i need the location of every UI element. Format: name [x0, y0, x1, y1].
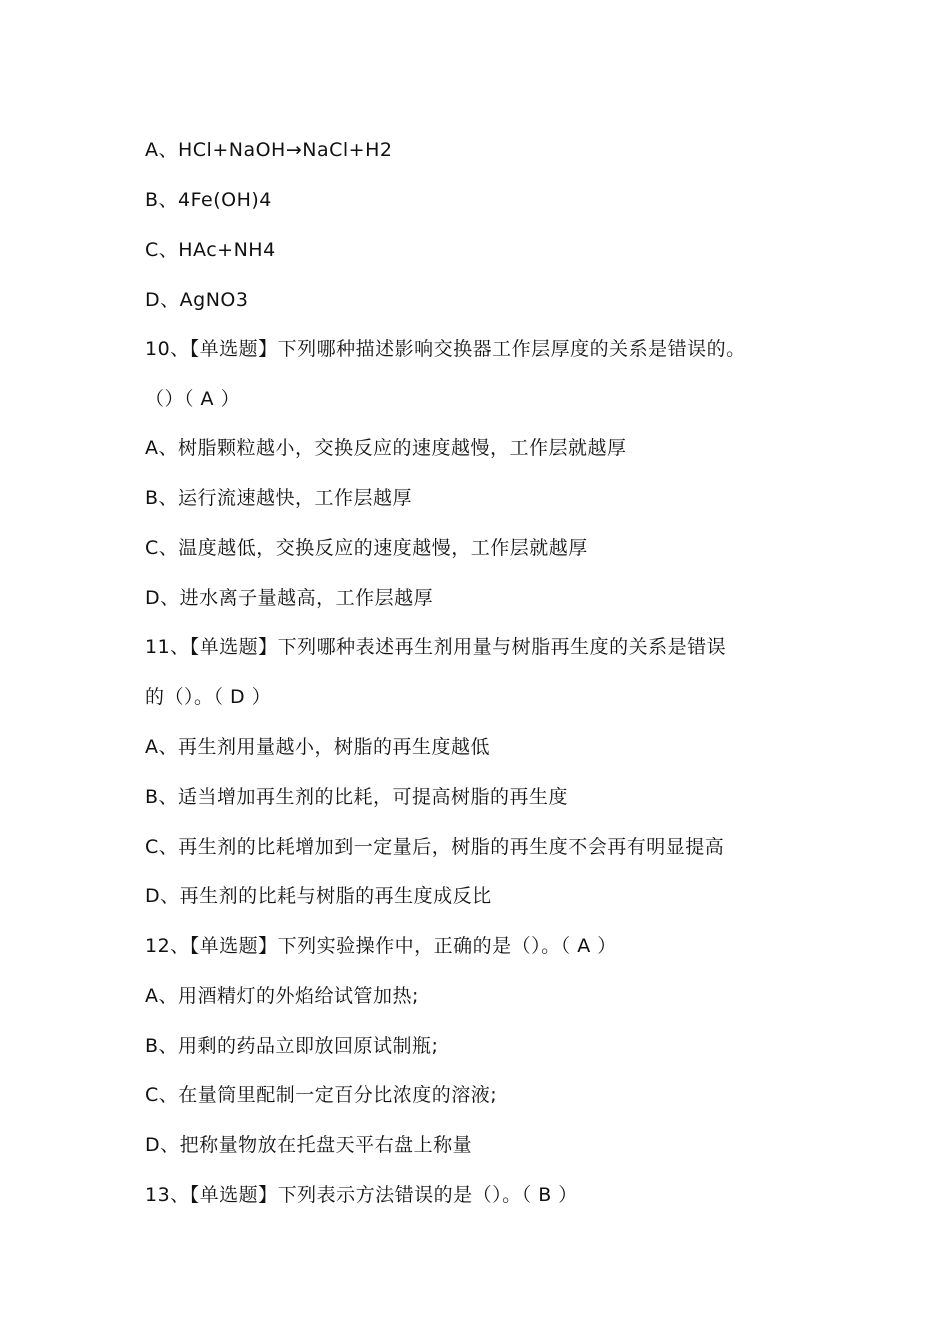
option-a-q12: A、用酒精灯的外焰给试管加热; [145, 985, 419, 1007]
option-a-q11: A、再生剂用量越小，树脂的再生度越低 [145, 736, 490, 758]
option-d-q10: D、进水离子量越高，工作层越厚 [145, 587, 434, 609]
option-c-q9: C、HAc+NH4 [145, 239, 276, 261]
option-a-q9: A、HCl+NaOH→NaCl+H2 [145, 139, 393, 161]
option-d-q12: D、把称量物放在托盘天平右盘上称量 [145, 1134, 473, 1156]
option-b-q9: B、4Fe(OH)4 [145, 189, 272, 211]
option-d-q11: D、再生剂的比耗与树脂的再生度成反比 [145, 885, 492, 907]
question-11: 11、【单选题】下列哪种表述再生剂用量与树脂再生度的关系是错误 [145, 636, 727, 658]
question-10: 10、【单选题】下列哪种描述影响交换器工作层厚度的关系是错误的。 [145, 338, 746, 360]
option-a-q10: A、树脂颗粒越小，交换反应的速度越慢，工作层就越厚 [145, 437, 627, 459]
option-b-q11: B、适当增加再生剂的比耗，可提高树脂的再生度 [145, 786, 569, 808]
option-c-q10: C、温度越低，交换反应的速度越慢，工作层就越厚 [145, 537, 588, 559]
question-13: 13、【单选题】下列表示方法错误的是（）。（ B ） [145, 1184, 578, 1206]
question-10-continuation: （）（ A ） [145, 388, 241, 410]
option-c-q11: C、再生剂的比耗增加到一定量后，树脂的再生度不会再有明显提高 [145, 836, 725, 858]
option-b-q12: B、用剩的药品立即放回原试制瓶; [145, 1035, 439, 1057]
option-c-q12: C、在量筒里配制一定百分比浓度的溶液; [145, 1084, 498, 1106]
question-12: 12、【单选题】下列实验操作中，正确的是（）。（ A ） [145, 935, 617, 957]
option-d-q9: D、AgNO3 [145, 289, 249, 311]
option-b-q10: B、运行流速越快，工作层越厚 [145, 487, 413, 509]
question-11-continuation: 的（）。（ D ） [145, 686, 272, 708]
